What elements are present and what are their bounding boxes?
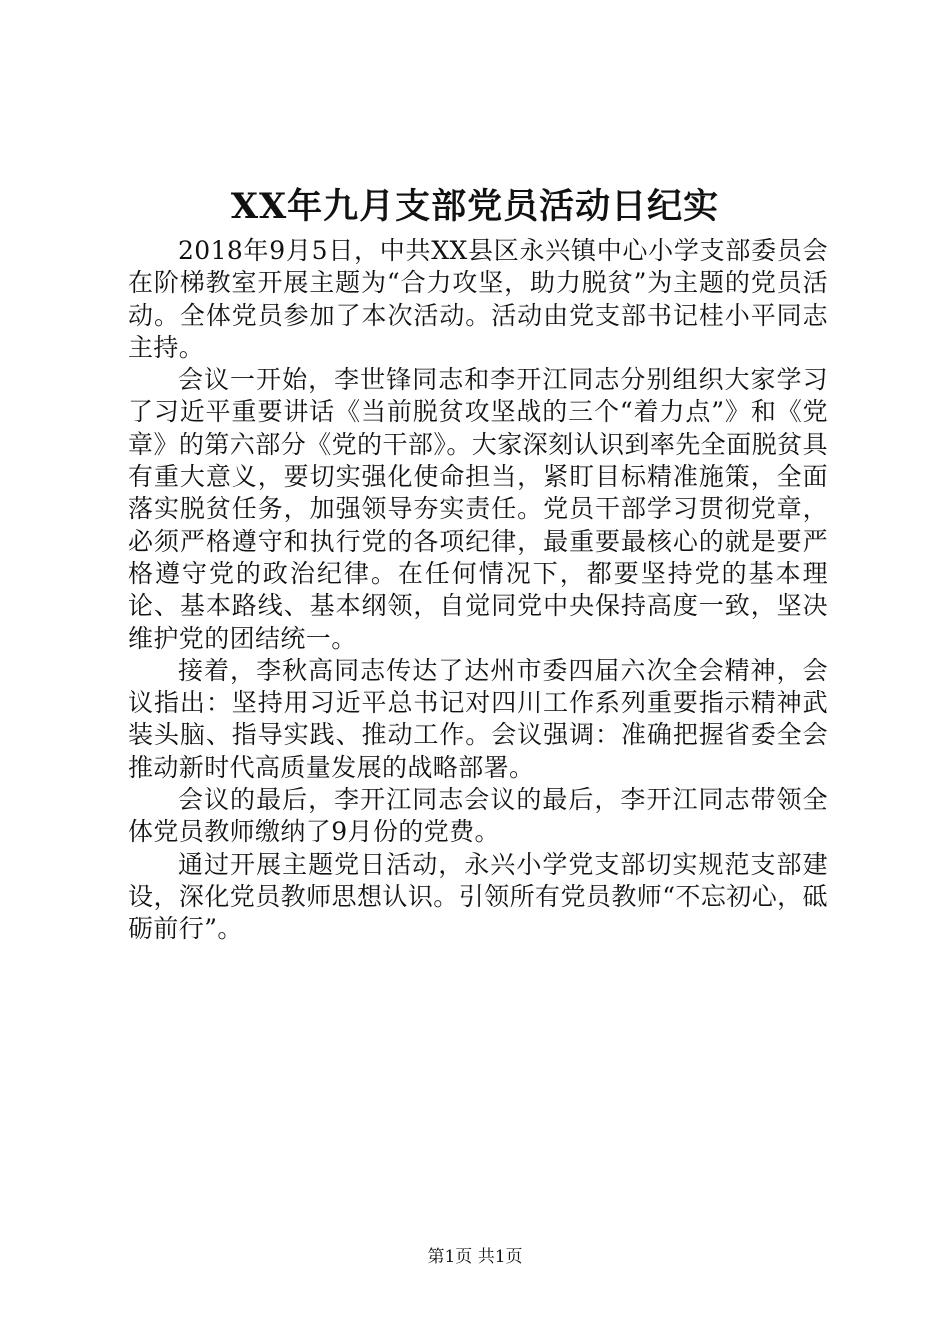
paragraph-5: 通过开展主题党日活动，永兴小学党支部切实规范支部建设，深化党员教师思想认识。引领所有党员教师“不忘初心，砥砺前行”。 bbox=[128, 849, 828, 944]
paragraph-1: 2018年9月5日，中共XX县区永兴镇中心小学支部委员会在阶梯教室开展主题为“合力攻坚，助力脱贫”为主题的党员活动。全体党员参加了本次活动。活动由党支部书记桂小平同志主持。 bbox=[128, 236, 828, 362]
paragraph-3: 接着，李秋高同志传达了达州市委四届六次全会精神，会议指出：坚持用习近平总书记对四川工作系列重要指示精神武装头脑、指导实践、推动工作。会议强调：准确把握省委全会推动新时代高质量发展的战略部署。 bbox=[128, 655, 828, 782]
page-number: 第1页 bbox=[427, 1247, 473, 1267]
paragraph-2: 会议一开始，李世锋同志和李开江同志分别组织大家学习了习近平重要讲话《当前脱贫攻坚战的三个“着力点”》和《党章》的第六部分《党的干部》。大家深刻认识到率先全面脱贫具有重大意义，要切实强化使命担当，紧盯目标精准施策，全面落实脱贫任务，加强领导夯实责任。党员干部学习贯彻党章，必须严格遵守和执行党的各项纪律，最重要最核心的就是要严格遵守党的政治纪律。在任何情况下，都要坚持党的基本理论、基本路线、基本纲领，自觉同党中央保持高度一致，坚决维护党的团结统一。 bbox=[128, 365, 828, 653]
paragraph-4: 会议的最后，李开江同志会议的最后，李开江同志带领全体党员教师缴纳了9月份的党费。 bbox=[128, 785, 828, 847]
page-footer bbox=[0, 1245, 950, 1269]
page-total: 共1页 bbox=[477, 1247, 523, 1267]
document-body bbox=[128, 235, 828, 946]
document-title: XX年九月支部党员活动日纪实 bbox=[230, 186, 720, 227]
